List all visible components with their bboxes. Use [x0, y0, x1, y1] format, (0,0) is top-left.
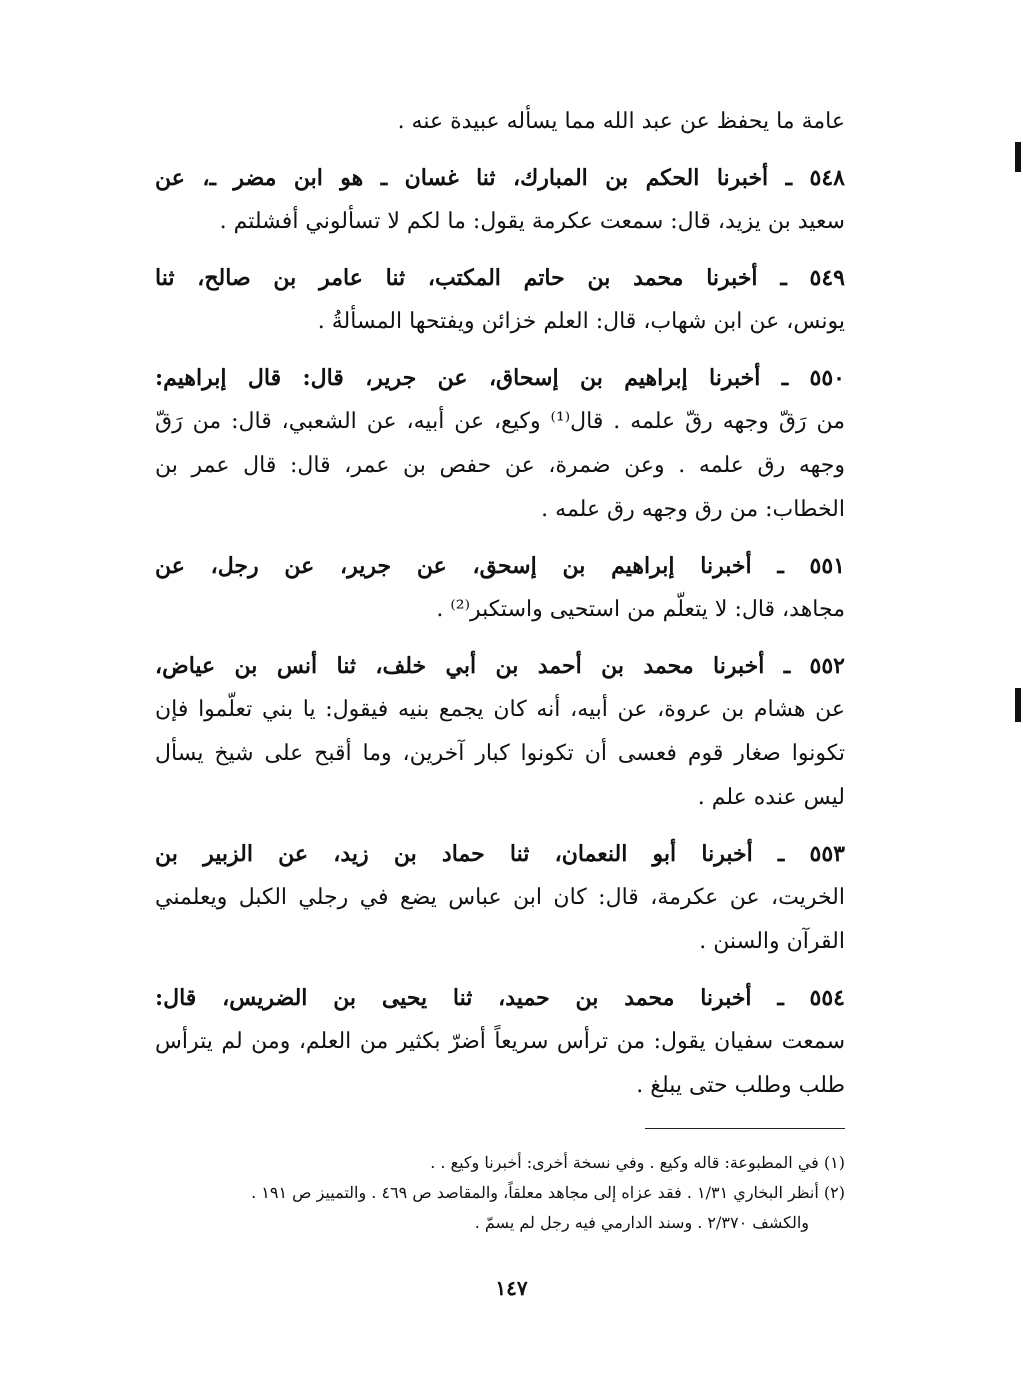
entry-550-line-4: الخطاب: من رق وجهه رق علمه . — [541, 497, 845, 522]
entry-549 — [155, 256, 845, 344]
entry-551-line-2: مجاهد، قال: لا يتعلّم من استحيى واستكبر⁽²⁾ . — [436, 597, 845, 622]
entry-553 — [155, 832, 845, 964]
entry-550-line-3: وجهه رق علمه . وعن ضمرة، عن حفص بن عمر، قال: قال عمر بن — [155, 453, 845, 478]
entry-549-line-2: يونس، عن ابن شهاب، قال: العلم خزائن ويفتحها المسألةُ . — [317, 309, 845, 334]
footnote-2: (٢) أنظر البخاري ١/٣١ . فقد عزاه إلى مجاهد معلقاً، والمقاصد ص ٤٦٩ . والتمييز ص ١٩١ . — [251, 1183, 845, 1202]
entry-553-line-2: الخريت، عن عكرمة، قال: كان ابن عباس يضع في رجلي الكبل ويعلمني — [155, 885, 845, 910]
entry-551-line-1: ٥٥١ ـ أخبرنا إبراهيم بن إسحق، عن جرير، عن رجل، عن — [155, 553, 845, 579]
entry-552-line-3: تكونوا صغار قوم فعسى أن تكونوا كبار آخرين، وما أقبح على شيخ يسأل — [155, 741, 845, 766]
entry-552-line-2: عن هشام بن عروة، عن أبيه، أنه كان يجمع بنيه فيقول: يا بني تعلّموا فإن — [155, 697, 845, 722]
entry-554 — [155, 976, 845, 1108]
page-number: ١٤٧ — [495, 1276, 528, 1300]
footnotes — [155, 1148, 845, 1238]
entry-548-line-1: ٥٤٨ ـ أخبرنا الحكم بن المبارك، ثنا غسان ـ هو ابن مضر ـ، عن — [155, 165, 845, 191]
entry-550-line-1: ٥٥٠ ـ أخبرنا إبراهيم بن إسحاق، عن جرير، قال: قال إبراهيم: — [155, 365, 845, 391]
entry-552 — [155, 644, 845, 820]
entry-549-line-1: ٥٤٩ ـ أخبرنا محمد بن حاتم المكتب، ثنا عامر بن صالح، ثنا — [155, 265, 845, 291]
entry-553-line-3: القرآن والسنن . — [699, 929, 845, 954]
entry-554-line-2: سمعت سفيان يقول: من ترأس سريعاً أضرّ بكثير من العلم، ومن لم يترأس — [155, 1029, 845, 1054]
entry-550 — [155, 356, 845, 532]
opening-line: عامة ما يحفظ عن عبد الله مما يسأله عبيدة عنه . — [397, 109, 845, 134]
entry-551 — [155, 544, 845, 632]
footnote-1: (١) في المطبوعة: قاله وكيع . وفي نسخة أخرى: أخبرنا وكيع . . — [430, 1153, 845, 1172]
page-body — [155, 100, 845, 1108]
entry-548 — [155, 156, 845, 244]
scan-edge-mark-middle — [1015, 688, 1021, 722]
entry-553-line-1: ٥٥٣ ـ أخبرنا أبو النعمان، ثنا حماد بن زيد، عن الزبير بن — [155, 841, 845, 867]
entry-554-line-1: ٥٥٤ ـ أخبرنا محمد بن حميد، ثنا يحيى بن الضريس، قال: — [155, 985, 845, 1011]
entry-548-line-2: سعيد بن يزيد، قال: سمعت عكرمة يقول: ما لكم لا تسألوني أفشلتم . — [219, 209, 845, 234]
scan-edge-mark-top — [1015, 142, 1021, 172]
entry-552-line-4: ليس عنده علم . — [697, 785, 845, 810]
entry-550-line-2: من رَقّ وجهه رقّ علمه . قال⁽¹⁾ وكيع، عن أبيه، عن الشعبي، قال: من رَقّ — [155, 409, 845, 434]
footnote-2-continuation: والكشف ٢/٣٧٠ . وسند الدارمي فيه رجل لم يسمّ . — [474, 1213, 809, 1232]
entry-552-line-1: ٥٥٢ ـ أخبرنا محمد بن أحمد بن أبي خلف، ثنا أنس بن عياض، — [155, 653, 845, 679]
footnote-separator — [645, 1128, 845, 1129]
entry-554-line-3: طلب وطلب حتى يبلغ . — [636, 1073, 845, 1098]
